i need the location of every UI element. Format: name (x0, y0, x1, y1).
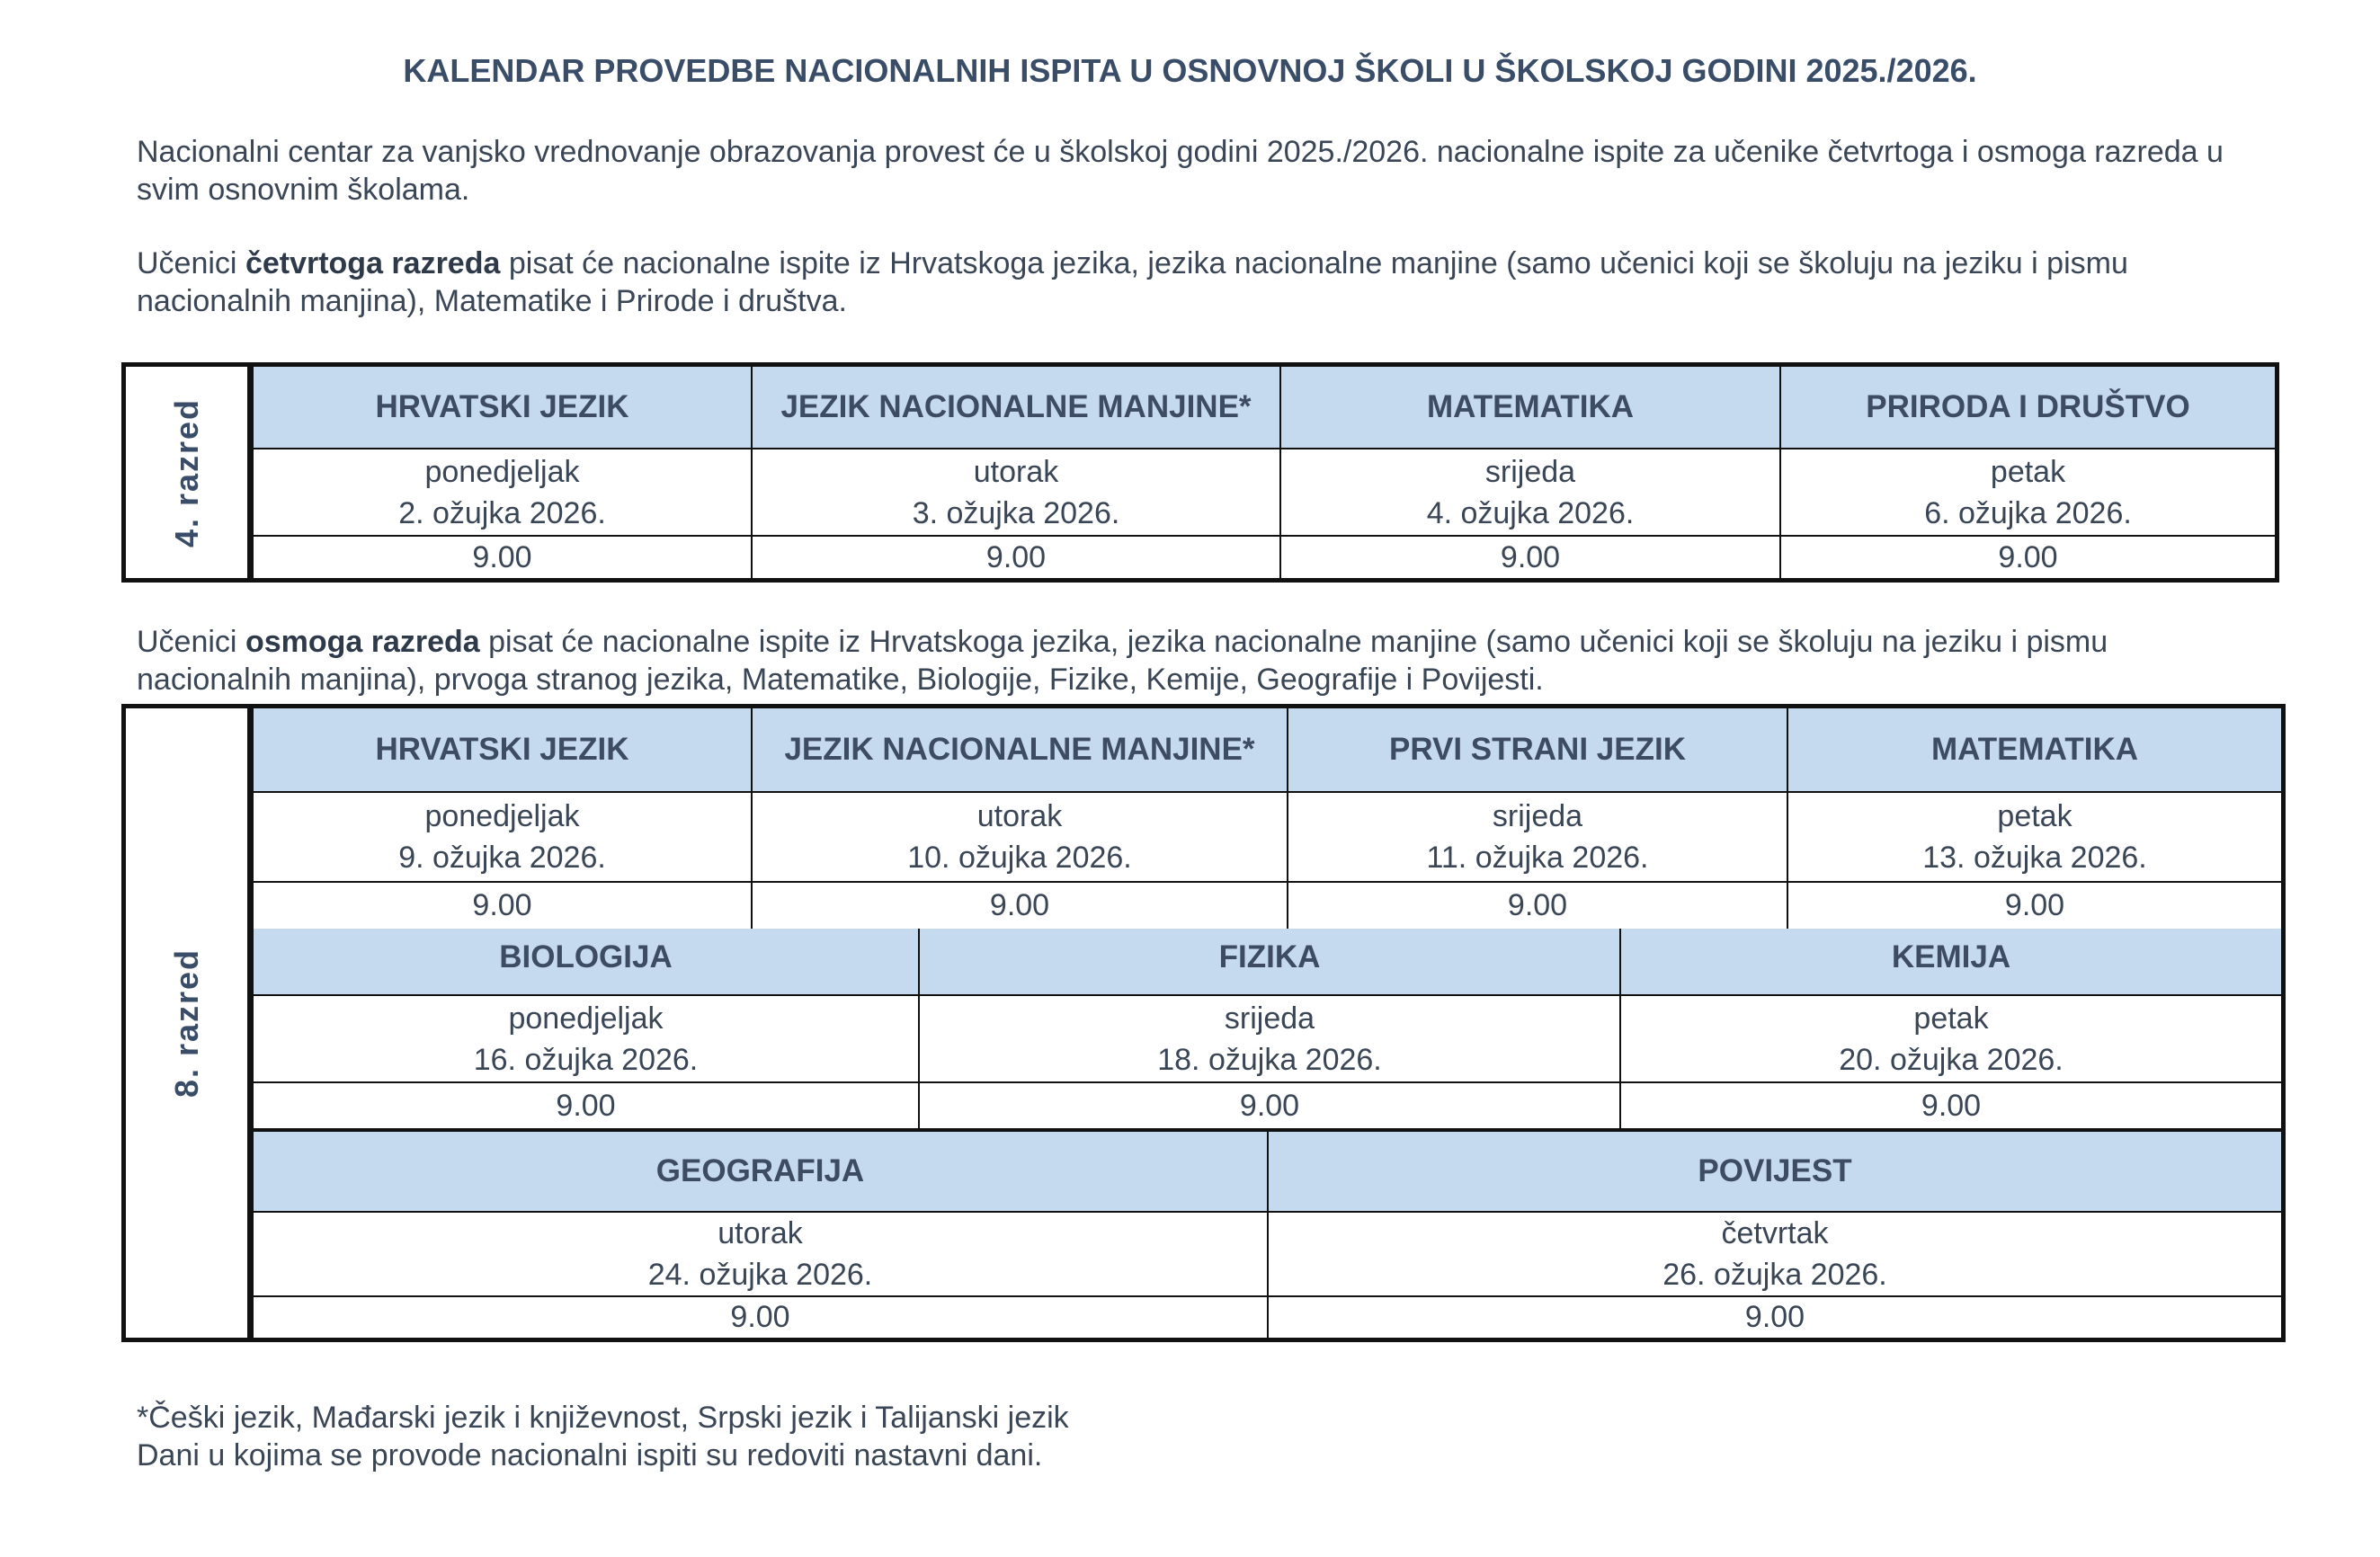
exam-day: utorak (976, 799, 1063, 833)
exam-date: 16. ožujka 2026. (473, 1042, 699, 1077)
exam-time: 9.00 (753, 537, 1281, 578)
grade4-grid (252, 367, 2275, 578)
exam-time: 9.00 (1788, 883, 2283, 929)
grade8-intro-bold: osmoga razreda (245, 625, 480, 659)
grade8-side-label: 8. razred (126, 708, 252, 1338)
footnote-languages: *Češki jezik, Mađarski jezik i književnost, Srpski jezik i Talijanski jezik (137, 1401, 1069, 1435)
exam-day: četvrtak (1721, 1216, 1829, 1250)
exam-date: 9. ožujka 2026. (398, 841, 606, 875)
grade8-table (121, 704, 2286, 1342)
exam-time: 9.00 (753, 883, 1288, 929)
subject-header: JEZIK NACIONALNE MANJINE* (753, 708, 1288, 793)
exam-date: 4. ožujka 2026. (1426, 495, 1635, 530)
grade4-side-label: 4. razred (126, 367, 252, 578)
exam-day: petak (1997, 799, 2072, 833)
subject-header: GEOGRAFIJA (254, 1132, 1269, 1213)
exam-date-cell (1788, 793, 2283, 883)
grade8-grid-row3 (252, 1132, 2281, 1338)
exam-day: utorak (718, 1216, 803, 1250)
grade4-intro-pre: Učenici (137, 246, 245, 280)
exam-date: 24. ožujka 2026. (647, 1258, 873, 1292)
exam-day: srijeda (1484, 454, 1576, 489)
exam-day: petak (1913, 1001, 1989, 1036)
exam-date: 11. ožujka 2026. (1426, 841, 1649, 875)
exam-date-cell (1621, 996, 2283, 1083)
exam-time: 9.00 (1281, 537, 1781, 578)
grade8-intro (137, 623, 2259, 698)
exam-day: utorak (973, 454, 1059, 489)
exam-date: 26. ožujka 2026. (1662, 1258, 1887, 1292)
subject-header: HRVATSKI JEZIK (254, 708, 753, 793)
subject-header: PRIRODA I DRUŠTVO (1781, 367, 2277, 449)
exam-date: 18. ožujka 2026. (1157, 1042, 1382, 1077)
exam-time: 9.00 (1288, 883, 1788, 929)
exam-date: 20. ožujka 2026. (1839, 1042, 2064, 1077)
grade4-intro (137, 245, 2259, 320)
intro-paragraph: Nacionalni centar za vanjsko vrednovanje obrazovanja provest će u školskoj godini 2025./2026. nacionalne ispite za učenike četvrtoga i osmoga razreda u svim osnovnim školama. (137, 135, 2224, 207)
exam-time: 9.00 (254, 1297, 1269, 1338)
exam-date: 3. ožujka 2026. (912, 495, 1120, 530)
grade4-intro-bold: četvrtoga razreda (245, 246, 501, 280)
grade4-intro-post: pisat će nacionalne ispite iz Hrvatskoga jezika, jezika nacionalne manjine (samo učenici koji se školuju na jeziku i pismu nacionalnih manjina), Matematike i Prirode i društva. (137, 246, 2128, 318)
grade8-grid-row1 (252, 708, 2281, 929)
subject-header: PRVI STRANI JEZIK (1288, 708, 1788, 793)
exam-time: 9.00 (254, 883, 753, 929)
exam-date-cell (254, 449, 753, 537)
subject-header: FIZIKA (920, 929, 1621, 996)
exam-date-cell (254, 1213, 1269, 1297)
exam-day: ponedjeljak (424, 799, 580, 833)
exam-date-cell (753, 793, 1288, 883)
exam-date: 10. ožujka 2026. (907, 841, 1132, 875)
exam-day: ponedjeljak (424, 454, 580, 489)
footnote-school-days: Dani u kojima se provode nacionalni ispiti su redoviti nastavni dani. (137, 1438, 1043, 1472)
exam-time: 9.00 (1269, 1297, 2283, 1338)
subject-header: KEMIJA (1621, 929, 2283, 996)
exam-time: 9.00 (254, 537, 753, 578)
exam-date: 2. ožujka 2026. (398, 495, 606, 530)
exam-day: petak (1990, 454, 2066, 489)
exam-date: 13. ožujka 2026. (1922, 841, 2147, 875)
exam-date-cell (254, 793, 753, 883)
subject-header: JEZIK NACIONALNE MANJINE* (753, 367, 1281, 449)
exam-date-cell (254, 996, 920, 1083)
grade8-intro-pre: Učenici (137, 625, 245, 659)
exam-time: 9.00 (254, 1083, 920, 1132)
subject-header: MATEMATIKA (1281, 367, 1781, 449)
exam-time: 9.00 (1781, 537, 2277, 578)
exam-date-cell (753, 449, 1281, 537)
exam-date: 6. ožujka 2026. (1924, 495, 2132, 530)
exam-date-cell (1781, 449, 2277, 537)
exam-date-cell (1288, 793, 1788, 883)
page-title: KALENDAR PROVEDBE NACIONALNIH ISPITA U OSNOVNOJ ŠKOLI U ŠKOLSKOJ GODINI 2025./2026. (403, 52, 1977, 89)
exam-date-cell (1281, 449, 1781, 537)
grade4-table (121, 362, 2279, 583)
exam-time: 9.00 (920, 1083, 1621, 1132)
grade8-intro-post: pisat će nacionalne ispite iz Hrvatskoga jezika, jezika nacionalne manjine (samo učenici koji se školuju na jeziku i pismu nacionalnih manjina), prvoga stranog jezika, Matematike, Biologije, Fizike, Kemije, Geografije i Povijesti. (137, 625, 2108, 697)
exam-time: 9.00 (1621, 1083, 2283, 1132)
exam-day: srijeda (1492, 799, 1583, 833)
subject-header: MATEMATIKA (1788, 708, 2283, 793)
exam-day: ponedjeljak (508, 1001, 664, 1036)
exam-date-cell (1269, 1213, 2283, 1297)
subject-header: HRVATSKI JEZIK (254, 367, 753, 449)
exam-date-cell (920, 996, 1621, 1083)
grade8-grid-row2 (252, 929, 2281, 1132)
subject-header: BIOLOGIJA (254, 929, 920, 996)
exam-day: srijeda (1224, 1001, 1315, 1036)
subject-header: POVIJEST (1269, 1132, 2283, 1213)
